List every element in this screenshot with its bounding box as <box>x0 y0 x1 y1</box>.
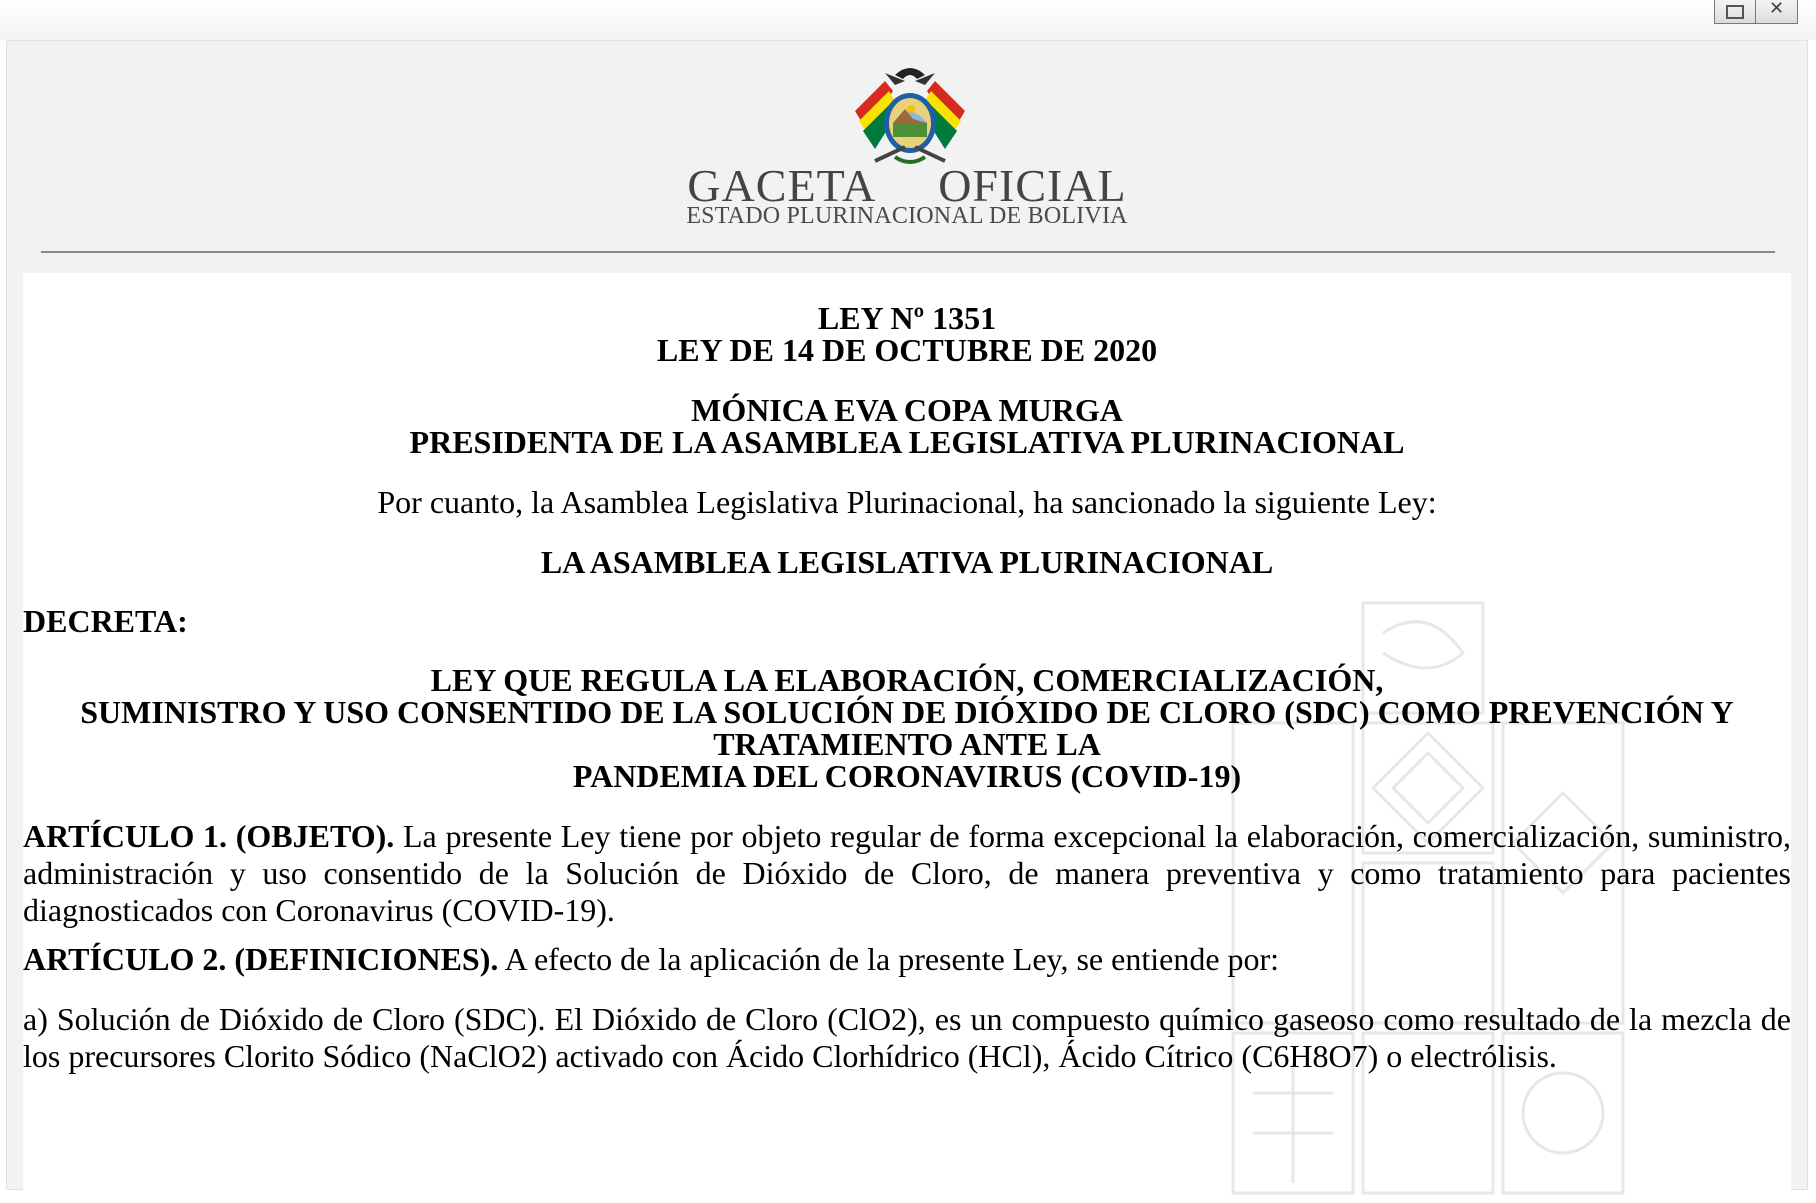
article-1 <box>23 818 1791 929</box>
article-1-heading: ARTÍCULO 1. (OBJETO). <box>23 818 395 854</box>
gazette-title-word1: GACETA <box>687 160 877 211</box>
window-top-strip <box>0 0 1816 40</box>
article-2 <box>23 941 1791 978</box>
president-name: MÓNICA EVA COPA MURGA <box>691 392 1123 428</box>
definition-a: a) Solución de Dióxido de Cloro (SDC). El Dióxido de Cloro (ClO2), es un compuesto químico gaseoso como resultado de la mezcla de los precursores Clorito Sódico (NaClO2) activado con Ácido Clorhídrico (HCl), Ácido Cítrico (C6H8O7) o electrólisis. <box>23 1001 1791 1074</box>
restore-icon[interactable] <box>1714 0 1756 24</box>
gazette-title-word2: OFICIAL <box>938 160 1127 211</box>
bolivia-coat-of-arms-icon <box>845 61 975 171</box>
law-title-line-2: SUMINISTRO Y USO CONSENTIDO DE LA SOLUCIÓN DE DIÓXIDO DE CLORO (SDC) COMO PREVENCIÓN Y <box>80 694 1734 730</box>
article-2-heading: ARTÍCULO 2. (DEFINICIONES). <box>23 941 499 977</box>
gazette-subtitle: ESTADO PLURINACIONAL DE BOLIVIA <box>686 203 1128 229</box>
law-title-line-3: TRATAMIENTO ANTE LA <box>713 726 1101 762</box>
law-title-line-4: PANDEMIA DEL CORONAVIRUS (COVID-19) <box>572 758 1242 794</box>
article-1-text: La presente Ley tiene por objeto regular de forma excepcional la elaboración, comercialización, suministro, administración y uso consentido de la Solución de Dióxido de Cloro, de manera preventiva y como tratamiento para pacientes diagnosticados con Coronavirus (COVID-19). <box>23 818 1791 928</box>
window-controls <box>1714 0 1798 24</box>
president-title: PRESIDENTA DE LA ASAMBLEA LEGISLATIVA PLURINACIONAL <box>409 424 1405 460</box>
close-icon[interactable]: ✕ <box>1756 0 1798 24</box>
masthead-divider <box>41 251 1775 253</box>
law-date: LEY DE 14 DE OCTUBRE DE 2020 <box>656 332 1158 368</box>
decreta-heading: DECRETA: <box>23 603 188 639</box>
document-page <box>23 273 1791 1203</box>
article-2-text: A efecto de la aplicación de la presente Ley, se entiende por: <box>504 941 1280 977</box>
assembly-heading: LA ASAMBLEA LEGISLATIVA PLURINACIONAL <box>540 544 1274 580</box>
law-number: LEY Nº 1351 <box>817 300 997 336</box>
document-viewer <box>6 40 1808 1190</box>
masthead <box>7 41 1807 271</box>
law-title-line-1: LEY QUE REGULA LA ELABORACIÓN, COMERCIALIZACIÓN, <box>430 662 1384 698</box>
por-cuanto-text: Por cuanto, la Asamblea Legislativa Plurinacional, ha sancionado la siguiente Ley: <box>377 484 1437 520</box>
